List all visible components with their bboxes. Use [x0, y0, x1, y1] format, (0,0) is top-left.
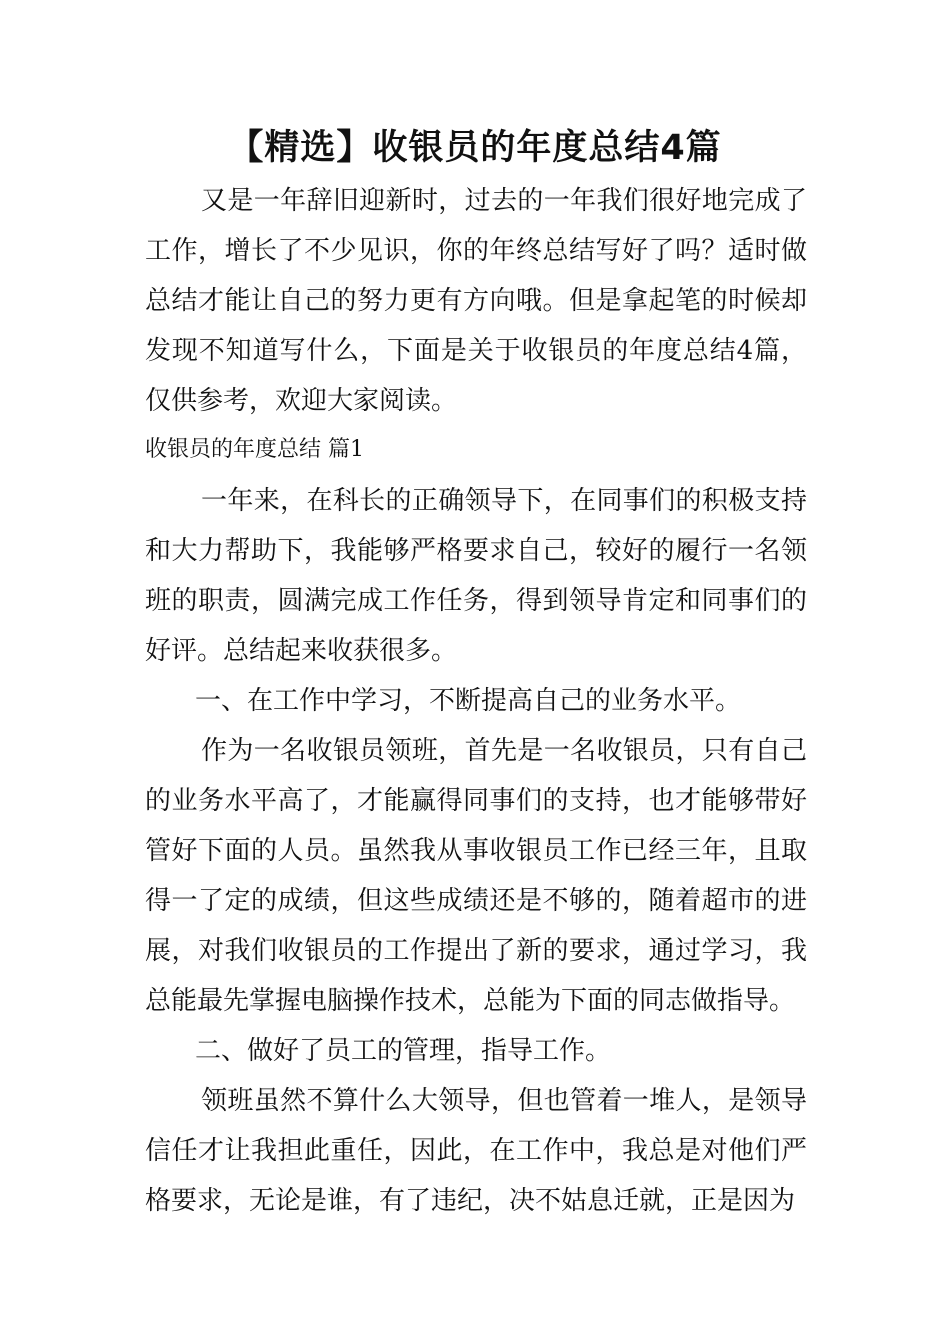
- subheading-2: 二、做好了员工的管理，指导工作。: [195, 1036, 612, 1066]
- intro-paragraph: 又是一年辞旧迎新时，过去的一年我们很好地完成了工作，增长了不少见识，你的年终总结写好了吗？适时做总结才能让自己的努力更有方向哦。但是拿起笔的时候却发现不知道写什么，下面是关于收银员的年度总结4篇，仅供参考，欢迎大家阅读。: [145, 186, 807, 416]
- paragraph-3: 领班虽然不算什么大领导，但也管着一堆人，是领导信任才让我担此重任，因此，在工作中，我总是对他们严格要求，无论是谁，有了违纪，决不姑息迁就，正是因为: [145, 1086, 807, 1216]
- paragraph-1: 一年来，在科长的正确领导下，在同事们的积极支持和大力帮助下，我能够严格要求自己，较好的履行一名领班的职责，圆满完成工作任务，得到领导肯定和同事们的好评。总结起来收获很多。: [145, 486, 807, 666]
- section-heading: 收银员的年度总结 篇1: [145, 437, 364, 462]
- subheading-1: 一、在工作中学习，不断提高自己的业务水平。: [195, 686, 742, 716]
- document-title: 【精选】收银员的年度总结4篇: [228, 128, 722, 168]
- document-body: [145, 176, 807, 1226]
- paragraph-2: 作为一名收银员领班，首先是一名收银员，只有自己的业务水平高了，才能赢得同事们的支持，也才能够带好管好下面的人员。虽然我从事收银员工作已经三年，且取得一了定的成绩，但这些成绩还是不够的，随着超市的进展，对我们收银员的工作提出了新的要求，通过学习，我总能最先掌握电脑操作技术，总能为下面的同志做指导。: [145, 736, 807, 1016]
